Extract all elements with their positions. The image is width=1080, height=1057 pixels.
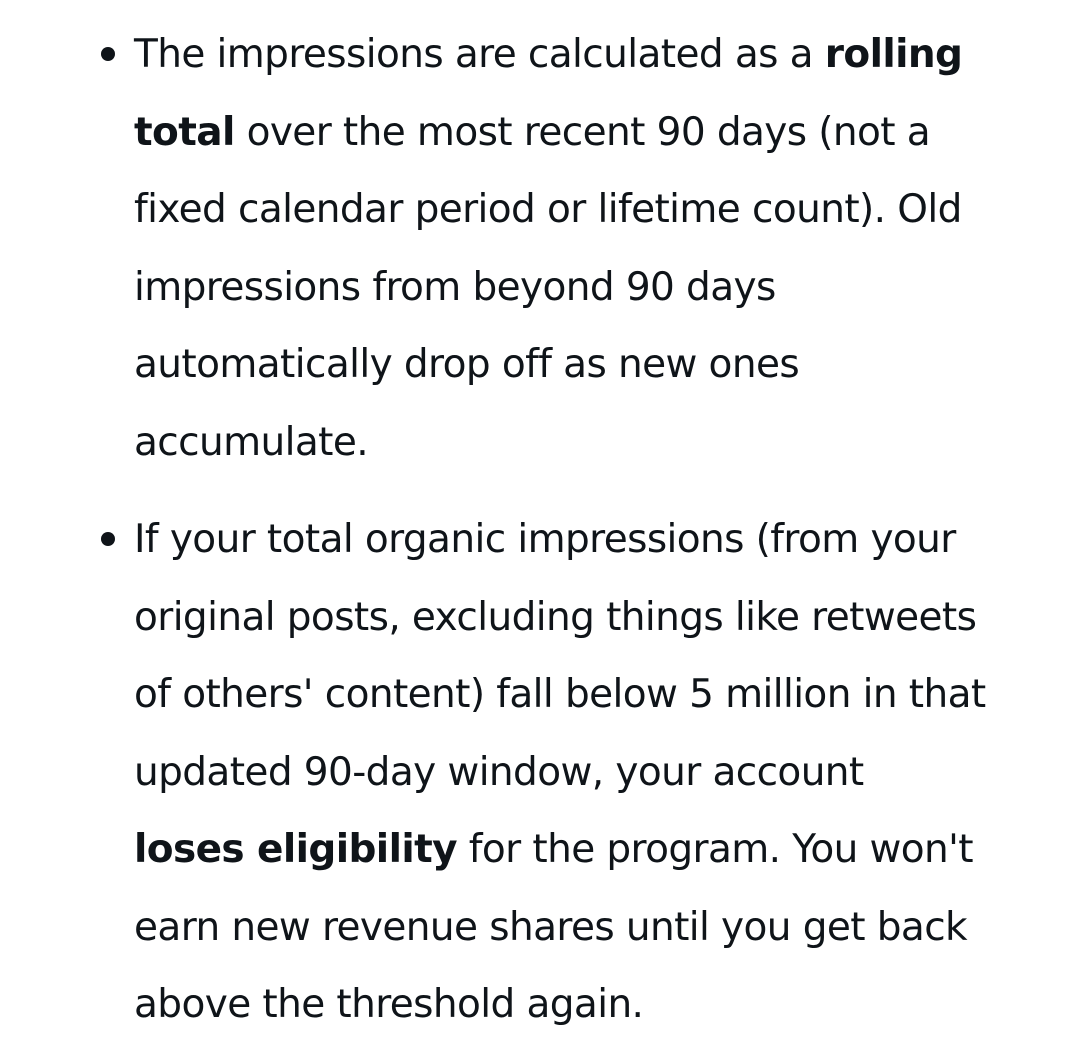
text-line [134, 811, 1040, 889]
text-line: original posts, excluding things like retweets [134, 594, 977, 640]
text-line: If your total organic impressions (from your [134, 517, 956, 562]
text-line: automatically drop off as new ones [134, 342, 800, 387]
text-run: over the most recent 90 days (not a [234, 109, 931, 155]
text-line: fixed calendar period or lifetime count). Old [134, 187, 962, 232]
bold-text-run: loses eligibility [134, 827, 457, 872]
text-line [134, 94, 1040, 172]
text-line: of others' content) fall below 5 million in that [134, 672, 986, 717]
text-line: accumulate. [134, 419, 369, 465]
text-line [134, 16, 1040, 94]
bullet-dot-icon [101, 47, 115, 61]
text-line: above the threshold again. [134, 982, 644, 1027]
bullet-dot-icon [101, 532, 115, 546]
text-line: updated 90-day window, your account [134, 749, 864, 795]
bold-text-run: total [134, 109, 235, 155]
bold-text-run: rolling [824, 32, 963, 77]
text-run: for the program. You won't [456, 827, 973, 872]
bullet-list [0, 16, 1080, 1044]
bullet-item-rolling-total [0, 16, 1080, 481]
text-line: earn new revenue shares until you get back [134, 904, 968, 950]
text-line: impressions from beyond 90 days [134, 264, 776, 310]
bullet-item-eligibility [0, 501, 1080, 1044]
text-run: The impressions are calculated as a [134, 32, 825, 77]
